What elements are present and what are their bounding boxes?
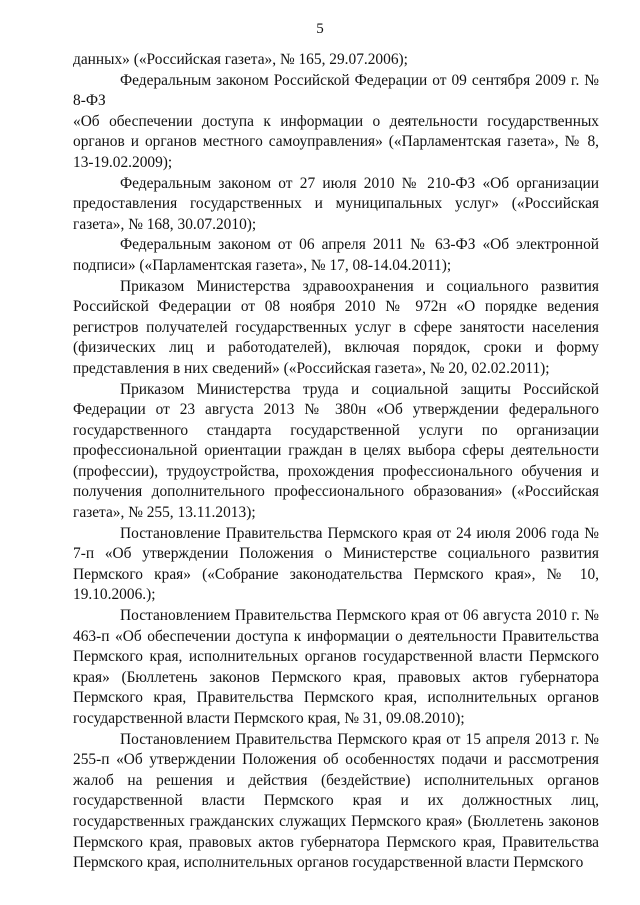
paragraph-continuation: данных» («Российская газета», № 165, 29.07.2006); [73, 51, 408, 68]
paragraph-resolution-7p: Постановление Правительства Пермского края от 24 июля 2006 года № 7-п «Об утверждении Положения о Министерстве социального развития Пермского края» («Собрание законодательства Пермского края», № 10, 19.10.2006.); [73, 524, 599, 604]
paragraph-federal-law-8fz: Федеральным законом Российской Федерации от 09 сентября 2009 г. № 8-ФЗ [73, 71, 599, 110]
paragraph-federal-law-63fz: Федеральным законом от 06 апреля 2011 № 63-ФЗ «Об электронной подписи» («Парламентская газета», № 17, 08-14.04.2011); [73, 236, 599, 274]
paragraph-federal-law-210fz: Федеральным законом от 27 июля 2010 № 210-ФЗ «Об организации предоставления государственных и муниципальных услуг» («Российская газета», № 168, 30.07.2010); [73, 174, 599, 233]
paragraph-resolution-255p: Постановлением Правительства Пермского края от 15 апреля 2013 г. № 255-п «Об утверждении Положения об особенностях подачи и рассмотрения жалоб на решения и действия (бездействие) исполнительных органов государственной власти Пермского края и их должностных лиц, государственных гражданских служащих Пермского края» (Бюллетень законов Пермского края, правовых актов губернатора Пермского края, Правительства Пермского края, исполнительных органов государственной власти Пермского [73, 730, 599, 872]
paragraph-resolution-463p: Постановлением Правительства Пермского края от 06 августа 2010 г. № 463-п «Об обеспечении доступа к информации о деятельности Правительства Пермского края, исполнительных органов государственной власти Пермского края» (Бюллетень законов Пермского края, правовых актов губернатора Пермского края, Правительства Пермского края, исполнительных органов государственной власти Пермского края, № 31, 09.08.2010); [73, 607, 599, 727]
document-body [73, 50, 599, 874]
paragraph-order-380n: Приказом Министерства труда и социальной защиты Российской Федерации от 23 августа 2013 № 380н «Об утверждении федерального государственного стандарта государственной услуги по организации профессиональной ориентации граждан в целях выбора сферы деятельности (профессии), трудоустройства, прохождения профессионального обучения и получения дополнительного профессионального образования» («Российская газета», № 255, 13.11.2013); [73, 380, 599, 522]
paragraph-federal-law-8fz-title: «Об обеспечении доступа к информации о деятельности государственных органов и органов местного самоуправления» («Парламентская газета», № 8, 13-19.02.2009); [73, 112, 599, 171]
paragraph-order-972n: Приказом Министерства здравоохранения и социального развития Российской Федерации от 08 ноября 2010 № 972н «О порядке ведения регистров получателей государственных услуг в сфере занятости населения (физических лиц и работодателей), включая порядок, сроки и форму представления в них сведений» («Российская газета», № 20, 02.02.2011); [73, 277, 599, 377]
page-number: 5 [316, 21, 324, 37]
